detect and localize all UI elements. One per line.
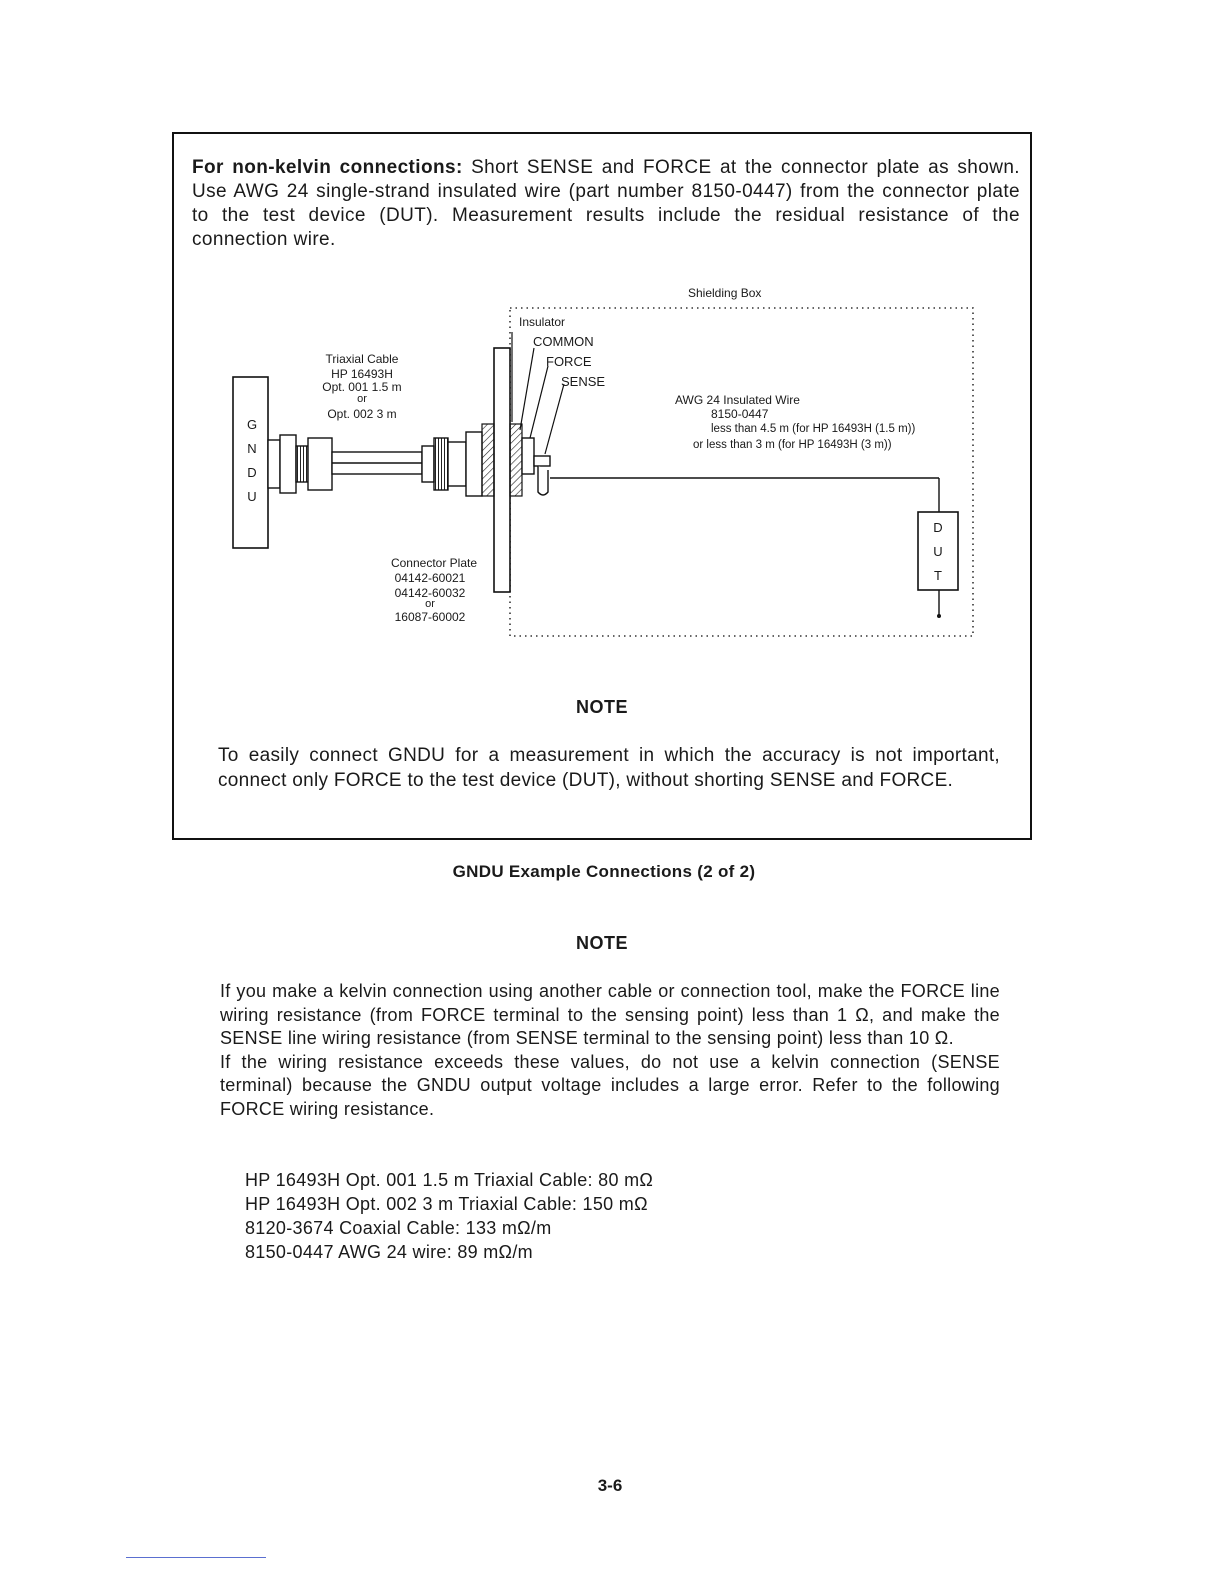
connector-plate — [494, 348, 510, 592]
page-number: 3-6 — [597, 1476, 623, 1495]
triaxial-hp-part: HP 16493H — [331, 367, 393, 381]
triaxial-cable — [268, 432, 482, 496]
awg-length-1: less than 4.5 m (for HP 16493H (1.5 m)) — [711, 423, 916, 435]
triaxial-cable-label: Triaxial Cable — [325, 352, 399, 366]
note-heading-2: NOTE — [575, 933, 628, 953]
triaxial-opt-001: Opt. 001 1.5 m — [322, 380, 402, 394]
connector-plate-label: Connector Plate — [390, 556, 478, 570]
plate-flange-left — [482, 424, 494, 496]
intro-lead: For non-kelvin connections: — [192, 157, 463, 178]
note2-paragraph-2: If the wiring resistance exceeds these values, do not use a kelvin connection (SENSE terminal) because the GNDU output voltage includes a large error. Refer to the following FORCE wiring resistance. — [220, 1051, 1000, 1119]
force-label: FORCE — [546, 354, 592, 369]
gndu-letter-n: N — [247, 441, 257, 456]
triaxial-opt-002: Opt. 002 3 m — [327, 407, 397, 421]
note2-paragraph-1: If you make a kelvin connection using another cable or connection tool, make the FORCE line wiring resistance (from FORCE terminal to the sensing point) less than 1 Ω, and make the SENSE line wiring resistance (from SENSE terminal to the sensing point) less than 10 Ω. — [220, 981, 1000, 1048]
note-heading-1: NOTE — [575, 697, 628, 717]
sense-label: SENSE — [561, 374, 606, 389]
figure-caption: GNDU Example Connections (2 of 2) — [452, 862, 756, 881]
dut-letter-d: D — [933, 520, 943, 535]
shielding-box-label: Shielding Box — [688, 286, 762, 300]
gndu-box — [233, 377, 268, 548]
resistance-item: 8120-3674 Coaxial Cable: 133 mΩ/m — [245, 1218, 552, 1238]
gndu-letter-u: U — [247, 489, 257, 504]
gndu-connection-diagram — [200, 280, 1000, 650]
intro-text: Short SENSE and FORCE at the connector plate as shown. Use AWG 24 single-strand insulated wire (part number 8150-0447) from the connector plate to the test device (DUT). Measurement results include the residual resistance of the connection wire. — [192, 157, 1020, 250]
connector-plate-part-1: 04142-60021 — [394, 571, 466, 585]
plate-terminals — [522, 438, 550, 495]
gndu-letter-d: D — [247, 465, 257, 480]
footer-rule — [126, 1557, 266, 1558]
awg-wire-part: 8150-0447 — [711, 407, 769, 421]
gndu-letter-g: G — [246, 417, 258, 432]
plate-flange-right — [510, 424, 522, 496]
dut-letter-t: T — [934, 568, 942, 583]
insulator-label: Insulator — [519, 315, 566, 329]
note-text-1: To easily connect GNDU for a measurement in which the accuracy is not important, connect only FORCE to the test device (DUT), without shorting SENSE and FORCE. — [218, 745, 1000, 791]
common-label: COMMON — [533, 334, 594, 349]
intro-paragraph — [192, 156, 1020, 252]
connector-plate-or: or — [425, 598, 435, 610]
connector-plate-part-2: 04142-60032 — [394, 586, 466, 600]
resistance-list — [245, 1168, 845, 1264]
note-text-2 — [220, 980, 1000, 1121]
resistance-item: 8150-0447 AWG 24 wire: 89 mΩ/m — [245, 1242, 533, 1262]
dut-letter-u: U — [933, 544, 943, 559]
resistance-item: HP 16493H Opt. 001 1.5 m Triaxial Cable: 80 mΩ — [245, 1170, 654, 1190]
awg-length-2: or less than 3 m (for HP 16493H (3 m)) — [693, 439, 892, 451]
resistance-item: HP 16493H Opt. 002 3 m Triaxial Cable: 150 mΩ — [245, 1194, 648, 1214]
connector-plate-part-3: 16087-60002 — [394, 610, 466, 624]
awg-wire-label: AWG 24 Insulated Wire — [675, 393, 800, 407]
dut-ground-dot — [937, 614, 941, 618]
triaxial-or: or — [357, 393, 367, 405]
